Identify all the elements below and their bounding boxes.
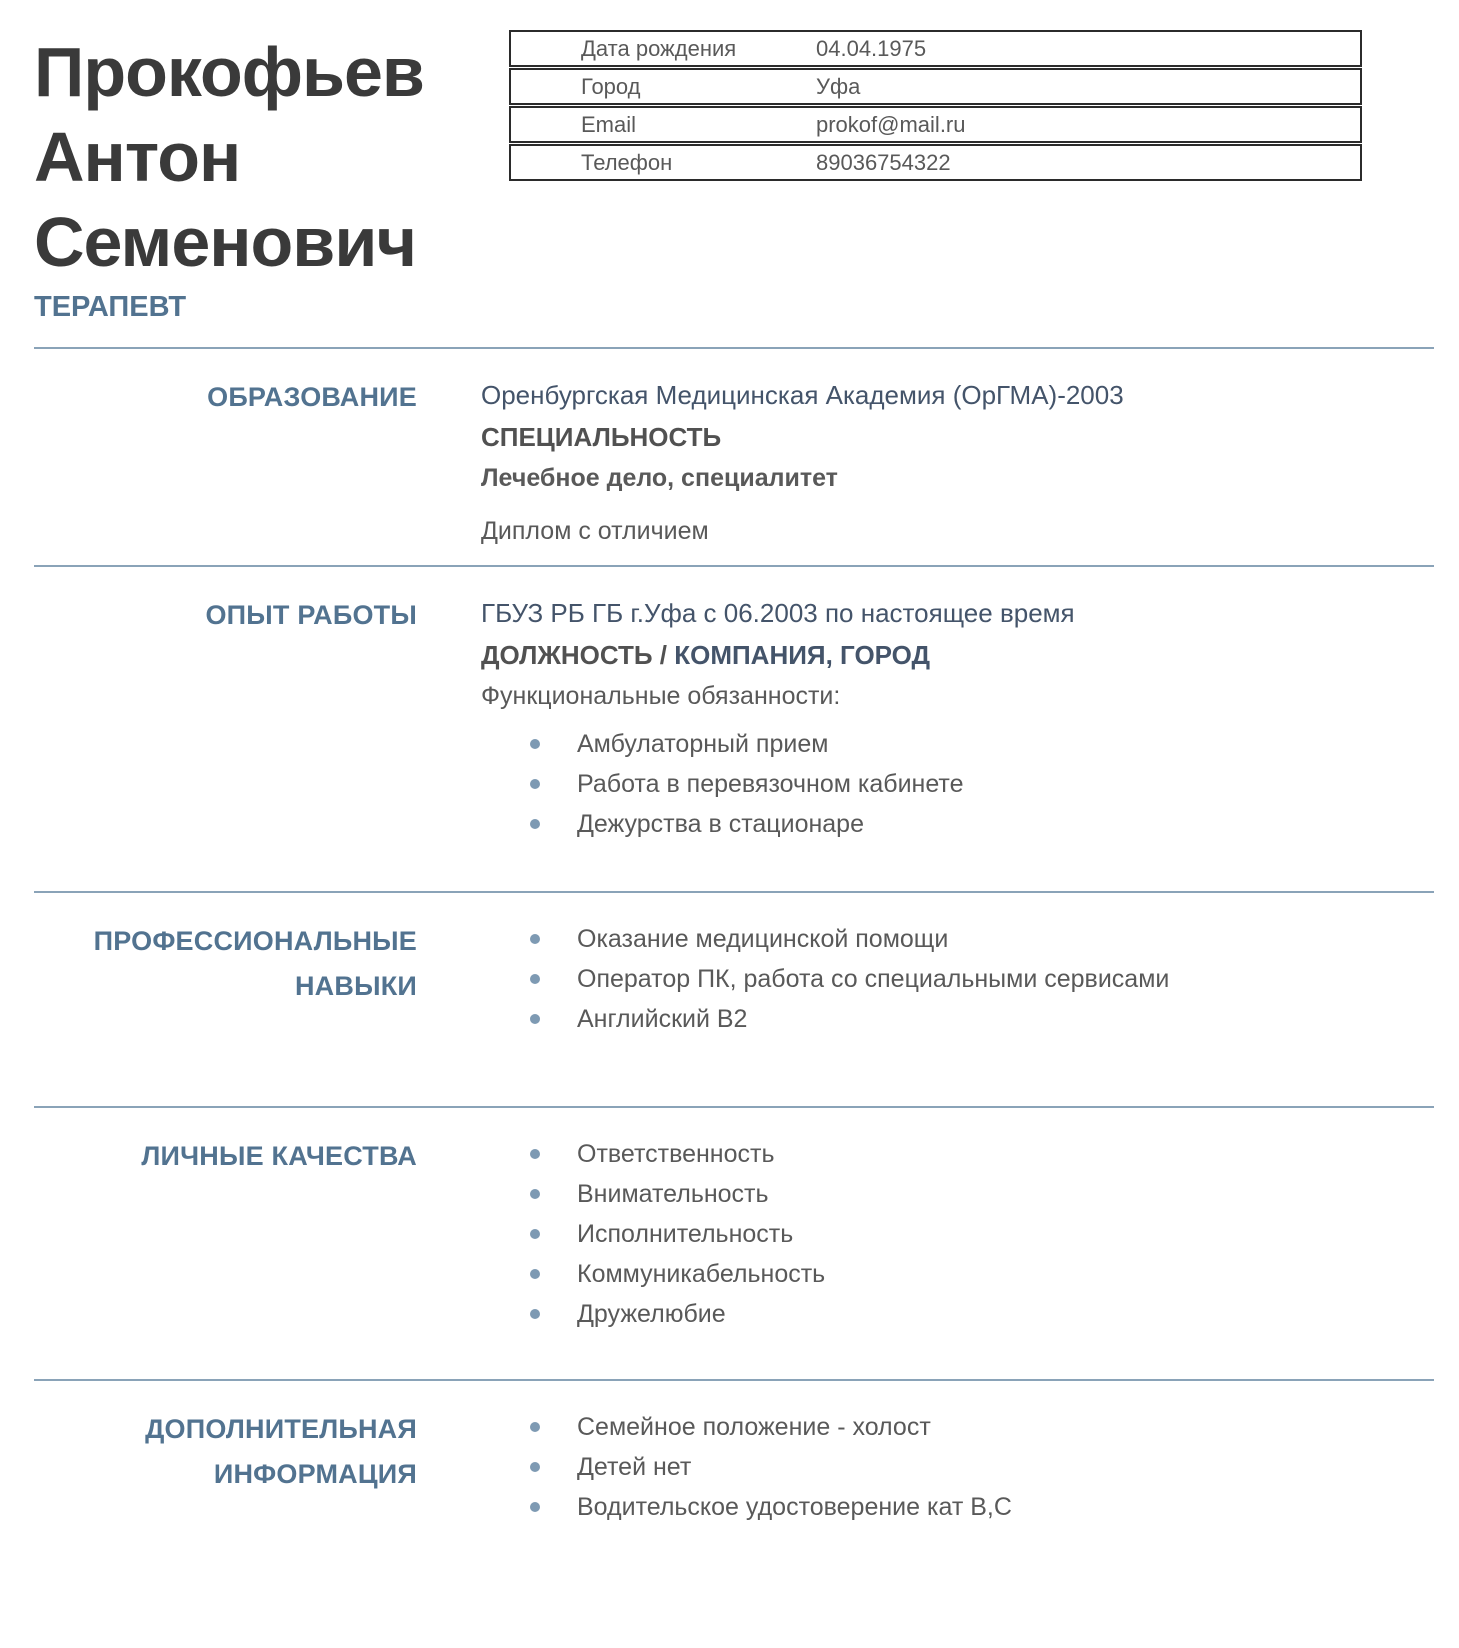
section-skills: [34, 891, 1434, 1106]
contact-value-phone: 89036754322: [816, 149, 951, 175]
contact-label: Дата рождения: [581, 35, 737, 61]
contact-row-email: [509, 106, 1362, 143]
contact-table: [509, 30, 1362, 182]
list-item: Коммуникабельность: [481, 1254, 1434, 1294]
section-body: [34, 567, 1434, 891]
contact-value-email: prokof@mail.ru: [816, 111, 966, 137]
section-body: [34, 349, 1434, 565]
company-heading: КОМПАНИЯ, ГОРОД: [674, 640, 931, 670]
duties-list: [481, 724, 1434, 844]
duties-heading: Функциональные обязанности:: [481, 682, 841, 710]
section-personal-qualities: [34, 1106, 1434, 1379]
list-item: Английский В2: [481, 999, 1434, 1039]
section-label-experience: ОПЫТ РАБОТЫ: [205, 600, 417, 630]
diploma-note: Диплом с отличием: [481, 517, 709, 545]
specialty-value: Лечебное дело, специалитет: [481, 464, 838, 492]
section-body: [34, 1108, 1434, 1379]
section-label-additional-info: ДОПОЛНИТЕЛЬНАЯ ИНФОРМАЦИЯ: [145, 1414, 417, 1489]
contact-label: Email: [581, 111, 637, 137]
header: [34, 0, 1434, 347]
list-item: Исполнительность: [481, 1214, 1434, 1254]
list-item: Ответственность: [481, 1134, 1434, 1174]
skills-list: [481, 919, 1434, 1039]
list-item: Оператор ПК, работа со специальными сервисами: [481, 959, 1434, 999]
section-experience: [34, 565, 1434, 891]
contact-label: Телефон: [581, 149, 673, 175]
section-label-personal-qualities: ЛИЧНЫЕ КАЧЕСТВА: [141, 1141, 417, 1171]
list-item: Семейное положение - холост: [481, 1407, 1434, 1447]
list-item: Водительское удостоверение кат В,С: [481, 1487, 1434, 1527]
specialty-heading: СПЕЦИАЛЬНОСТЬ: [481, 422, 722, 452]
skills-content: [481, 919, 1434, 1106]
contact-label: Город: [581, 73, 641, 99]
contact-row-city: [509, 68, 1362, 105]
contact-value-city: Уфа: [816, 73, 861, 99]
education-content: [481, 375, 1434, 565]
list-item: Дежурства в стационаре: [481, 804, 1434, 844]
contact-row-phone: [509, 144, 1362, 181]
position-heading: ДОЛЖНОСТЬ /: [481, 640, 667, 670]
list-item: Оказание медицинской помощи: [481, 919, 1434, 959]
section-label-skills: ПРОФЕССИОНАЛЬНЫЕ НАВЫКИ: [93, 926, 417, 1001]
additional-info-content: [481, 1407, 1434, 1642]
additional-info-list: [481, 1407, 1434, 1527]
list-item: Детей нет: [481, 1447, 1434, 1487]
contact-row-birthdate: [509, 30, 1362, 67]
section-education: [34, 347, 1434, 565]
list-item: Дружелюбие: [481, 1294, 1434, 1334]
section-body: [34, 893, 1434, 1106]
experience-employer: ГБУЗ РБ ГБ г.Уфа с 06.2003 по настоящее время: [481, 598, 1075, 628]
section-body: [34, 1381, 1434, 1642]
job-title: ТЕРАПЕВТ: [34, 291, 187, 323]
personal-qualities-content: [481, 1134, 1434, 1379]
experience-content: [481, 593, 1434, 891]
position-company-line: [481, 634, 1434, 676]
list-item: Амбулаторный прием: [481, 724, 1434, 764]
section-label-education: ОБРАЗОВАНИЕ: [207, 382, 417, 412]
list-item: Внимательность: [481, 1174, 1434, 1214]
section-additional-info: [34, 1379, 1434, 1642]
contact-value-birthdate: 04.04.1975: [816, 35, 927, 61]
name-block: [34, 30, 504, 324]
education-university: Оренбургская Медицинская Академия (ОрГМА)-2003: [481, 380, 1124, 410]
list-item: Работа в перевязочном кабинете: [481, 764, 1434, 804]
resume-name: Прокофьев Антон Семенович: [34, 33, 424, 281]
personal-qualities-list: [481, 1134, 1434, 1334]
